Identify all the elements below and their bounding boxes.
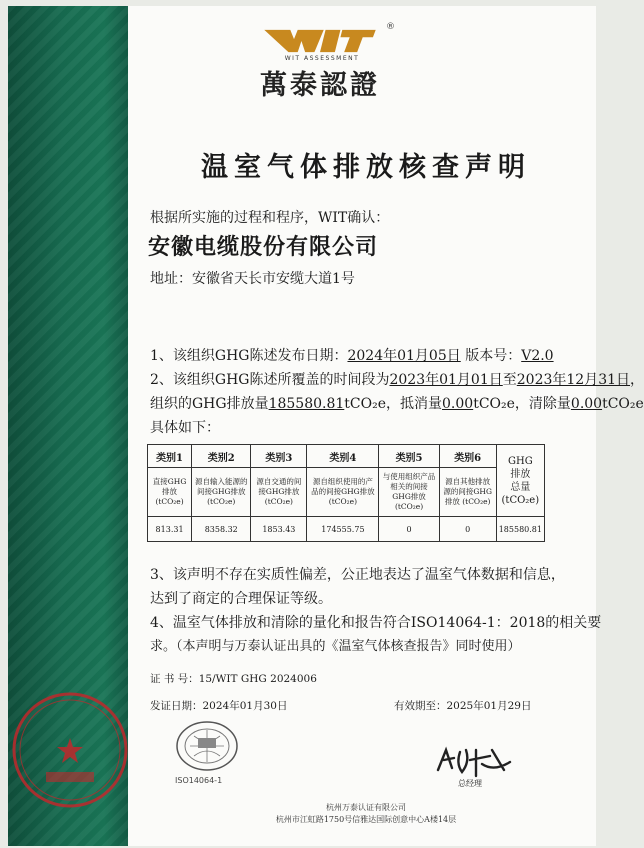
signature-mark bbox=[432, 742, 522, 782]
total-header-line-1: GHG bbox=[507, 455, 533, 467]
iso-seal-label: ISO14064-1 bbox=[175, 776, 223, 785]
value-cat-6: 0 bbox=[439, 517, 496, 542]
issue-date bbox=[150, 698, 287, 713]
value-total: 185580.81 bbox=[496, 517, 544, 542]
removal-unit: tCO₂e bbox=[602, 396, 644, 412]
desc-cat-2: 源自输入能源的间接GHG排放 (tCO₂e) bbox=[192, 468, 251, 517]
company-seal-stamp bbox=[8, 688, 132, 812]
statement-4-line-2: 求。（本声明与万泰认证出具的《温室气体核查报告》同时使用） bbox=[150, 639, 521, 654]
statement-1 bbox=[150, 344, 554, 368]
statement-2-line-2 bbox=[150, 392, 644, 416]
certificate-no-label: 证 书 号： bbox=[150, 673, 199, 685]
registered-mark: ® bbox=[386, 22, 395, 32]
statement-1-prefix: 1、该组织GHG陈述发布日期： bbox=[150, 348, 348, 364]
value-cat-4: 174555.75 bbox=[307, 517, 379, 542]
desc-cat-4: 源自组织使用的产品的间接GHG排放 (tCO₂e) bbox=[307, 468, 379, 517]
value-cat-2: 8358.32 bbox=[192, 517, 251, 542]
address-label: 地址： bbox=[150, 271, 192, 287]
emission-value: 185580.81 bbox=[268, 396, 345, 412]
brand-chinese-name: 萬泰認證 bbox=[260, 70, 380, 101]
version-label: 版本号： bbox=[465, 348, 522, 364]
company-name: 安徽电缆股份有限公司 bbox=[148, 234, 379, 260]
removal-value: 0.00 bbox=[570, 396, 603, 412]
statement-2-line-1 bbox=[150, 368, 644, 392]
statement-2-prefix: 2、该组织GHG陈述所覆盖的时间段为 bbox=[150, 372, 390, 388]
footer-address: 杭州市江虹路1750号信雅达国际创意中心A楼14层 bbox=[275, 815, 457, 824]
desc-cat-6: 源自其他排放源的间接GHG排放 (tCO₂e) bbox=[439, 468, 496, 517]
table-description-row bbox=[148, 468, 545, 517]
emission-label: 组织的GHG排放量 bbox=[150, 396, 269, 412]
desc-cat-1: 直接GHG排放 (tCO₂e) bbox=[148, 468, 192, 517]
iso-seal-icon bbox=[168, 716, 246, 780]
valid-until-value: 2025年01月29日 bbox=[446, 700, 532, 712]
offset-label: ，抵消量 bbox=[386, 396, 443, 412]
table-header-row bbox=[148, 445, 545, 468]
total-header-line-4: (tCO₂e) bbox=[501, 494, 540, 506]
address-value: 安徽省天长市安缆大道1号 bbox=[192, 271, 355, 287]
total-header-line-2: 排放 bbox=[510, 468, 531, 480]
period-end: 2023年12月31日 bbox=[516, 372, 631, 388]
signature-title: 总经理 bbox=[458, 779, 482, 788]
certificate-no-value: 15/WIT GHG 2024006 bbox=[198, 673, 317, 685]
desc-cat-3: 源自交通的间接GHG排放 (tCO₂e) bbox=[251, 468, 307, 517]
wit-logo-icon bbox=[258, 28, 382, 54]
period-to: 至 bbox=[502, 372, 517, 388]
statement-2-line-3: 具体如下： bbox=[150, 420, 220, 436]
header-total bbox=[496, 445, 544, 517]
statement-4-line-1: 4、温室气体排放和清除的量化和报告符合ISO14064-1：2018的相关要 bbox=[150, 615, 602, 631]
offset-unit: tCO₂e bbox=[473, 396, 515, 412]
valid-until bbox=[394, 698, 531, 713]
header-cat-1: 类别1 bbox=[148, 445, 192, 468]
document-title: 温室气体排放核查声明 bbox=[201, 152, 531, 183]
certificate-number bbox=[150, 671, 317, 686]
header-cat-3: 类别3 bbox=[251, 445, 307, 468]
table-value-row bbox=[148, 517, 545, 542]
offset-value: 0.00 bbox=[442, 396, 474, 412]
address-line bbox=[150, 268, 355, 288]
value-cat-1: 813.31 bbox=[148, 517, 192, 542]
period-comma: ， bbox=[630, 372, 644, 388]
issue-date-label: 发证日期： bbox=[150, 700, 203, 712]
header-cat-5: 类别5 bbox=[379, 445, 439, 468]
statement-3-line-1: 3、该声明不存在实质性偏差，公正地表达了温室气体数据和信息， bbox=[150, 567, 565, 583]
footer-company: 杭州万泰认证有限公司 bbox=[326, 803, 406, 812]
version-value: V2.0 bbox=[521, 348, 554, 364]
period-start: 2023年01月01日 bbox=[389, 372, 503, 388]
desc-cat-5: 与使用组织产品相关的间接GHG排放 (tCO₂e) bbox=[379, 468, 439, 517]
ghg-emission-table bbox=[147, 444, 545, 542]
header-cat-4: 类别4 bbox=[307, 445, 379, 468]
header-cat-6: 类别6 bbox=[439, 445, 496, 468]
removal-label: ，清除量 bbox=[514, 396, 571, 412]
header-cat-2: 类别2 bbox=[192, 445, 251, 468]
valid-until-label: 有效期至： bbox=[394, 700, 447, 712]
statement-3-line-2: 达到了商定的合理保证等级。 bbox=[150, 591, 332, 607]
value-cat-5: 0 bbox=[379, 517, 439, 542]
emission-unit: tCO₂e bbox=[344, 396, 387, 412]
total-header-line-3: 总量 bbox=[510, 481, 531, 493]
publish-date: 2024年01月05日 bbox=[347, 348, 461, 364]
intro-text: 根据所实施的过程和程序，WIT确认： bbox=[150, 210, 390, 226]
logo-tagline: WIT ASSESSMENT bbox=[284, 55, 360, 62]
value-cat-3: 1853.43 bbox=[251, 517, 307, 542]
issue-date-value: 2024年01月30日 bbox=[202, 700, 288, 712]
